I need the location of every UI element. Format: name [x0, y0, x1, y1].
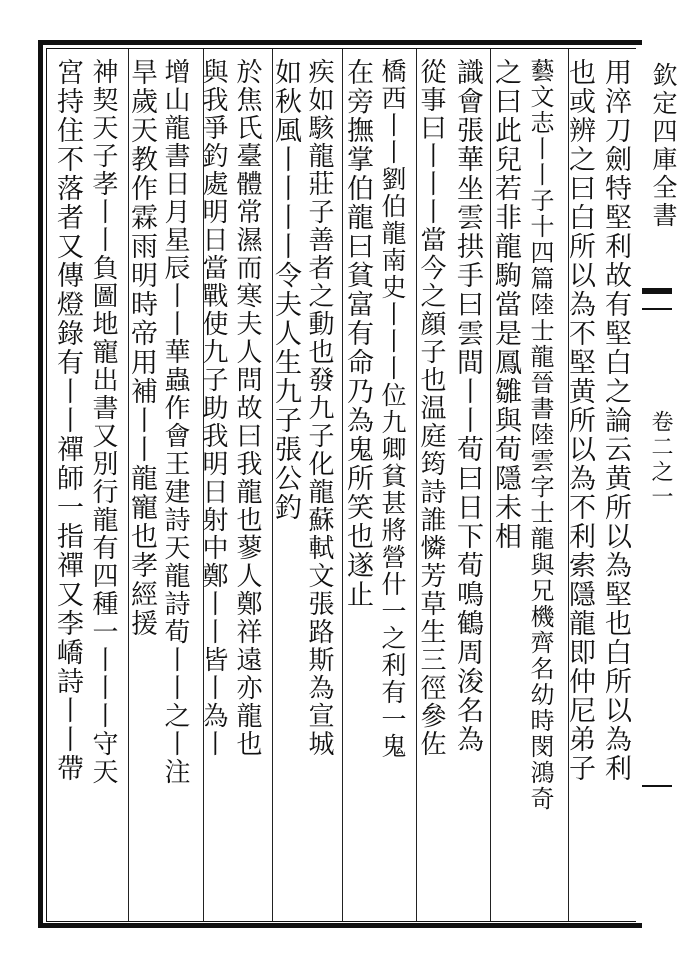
text-column: 用淬刀劍特堅利故有堅白之論云黄所以為堅也白所以為利 [600, 58, 631, 783]
text-column: 之曰此兒若非龍駒當是鳳雛與荀隱未相 [490, 58, 521, 551]
text-column: 也或辨之曰白所以為不堅黄所以為不利索隱龍即仲尼弟子 [564, 58, 595, 783]
text-column: 橋西丨丨劉伯龍南史丨丨丨位九卿貧甚將營什一之利有一鬼 [378, 58, 407, 760]
text-column: 旱歲天教作霖雨明時帝用補丨丨龍寵也孝經援 [126, 58, 157, 638]
text-column: 於焦氏臺體常濕而寒夫人問故曰我龍也蓼人鄭祥遠亦龍也 [232, 58, 262, 758]
fishtail-mark [642, 288, 672, 310]
margin-section: 卷二之一 [648, 410, 673, 510]
text-column: 與我爭釣處明日當戰使九子助我明日射中鄭丨丨皆丨為丨 [198, 58, 228, 758]
text-column: 藝文志丨丨子十四篇陸士龍晉書陸雲字士龍與兄機齊名幼時閔鴻奇 [526, 58, 554, 812]
text-column: 增山龍書日月星辰丨丨華蟲作會王建詩天龍詩荀丨丨之丨注 [160, 58, 190, 786]
margin-book-title: 欽定四庫全書 [649, 62, 678, 230]
text-column: 從事曰丨丨丨當今之顔子也温庭筠詩誰憐芳草生三徑參佐 [416, 58, 446, 758]
text-column: 在旁撫掌伯龍曰貧富有命乃為鬼所笑也遂止 [342, 58, 373, 609]
text-column: 如秋風丨丨丨丨令夫人生九子張公釣 [270, 58, 301, 522]
text-column: 宮持住不落者又傳燈錄有丨丨禪師一指禪又李嶠詩丨丨帶 [52, 58, 83, 783]
text-column: 神契天子孝丨丨負圖地寵出書又別行龍有四種一丨丨丨守天 [88, 58, 118, 786]
text-column: 疾如駭龍莊子善者之動也發九子化龍蘇軾文張路斯為宣城 [304, 58, 334, 758]
margin-tick [642, 785, 672, 787]
text-column: 識會張華坐雲拱手曰雲間丨丨荀曰日下荀鳴鶴周浚名為 [452, 58, 483, 754]
